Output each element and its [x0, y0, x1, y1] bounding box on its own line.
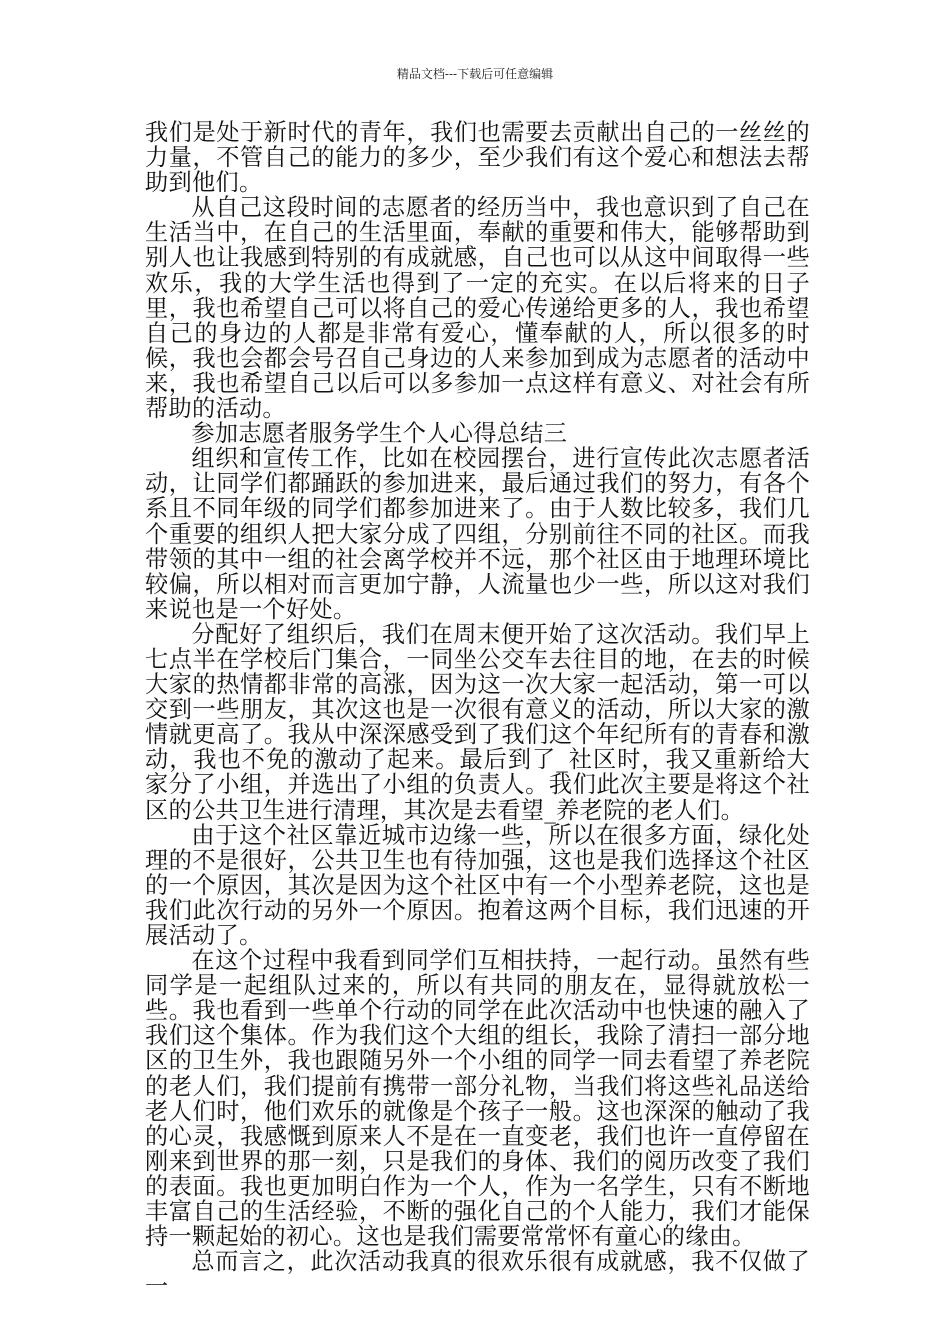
- section-heading: 参加志愿者服务学生个人心得总结三: [191, 420, 568, 448]
- paragraph-4: 分配好了组织后，我们在周末便开始了这次活动。我们早上七点半在学校后门集合，一同坐公交车去往目的地，在去的时候大家的热情都非常的高涨，因为这一次大家一起活动，第一可以交到一些朋友，其次这也是一次很有意义的活动，所以大家的激情就更高了。我从中深深感受到了我们这个年纪所有的青春和激动，我也不免的激动了起来。最后到了_社区时，我又重新给大家分了小组，并选出了小组的负责人。我们此次主要是将这个社区的公共卫生进行清理，其次是去看望_养老院的老人们。: [145, 620, 810, 824]
- paragraph-6: 在这个过程中我看到同学们互相扶持，一起行动。虽然有些同学是一起组队过来的，所以有共同的朋友在，显得就放松一些。我也看到一些单个行动的同学在此次活动中也快速的融入了我们这个集体。作为我们这个大组的组长，我除了清扫一部分地区的卫生外，我也跟随另外一个小组的同学一同去看望了养老院的老人们，我们提前有携带一部分礼物，当我们将这些礼品送给老人们时，他们欢乐的就像是个孩子一般。这也深深的触动了我的心灵，我感慨到原来人不是在一直变老，我们也许一直停留在刚来到世界的那一刻，只是我们的身体、我们的阅历改变了我们的表面。我也更加明白作为一个人，作为一名学生，只有不断地丰富自己的生活经验，不断的强化自己的个人能力，我们才能保持一颗起始的初心。这也是我们需要常常怀有童心的缘由。: [145, 947, 810, 1251]
- paragraph-3: 组织和宣传工作，比如在校园摆台，进行宣传此次志愿者活动，让同学们都踊跃的参加进来，最后通过我们的努力，有各个系且不同年级的同学们都参加进来了。由于人数比较多，我们几个重要的组织人把大家分成了四组，分别前往不同的社区。而我带领的其中一组的社会离学校并不远，那个社区由于地理环境比较偏，所以相对而言更加宁静，人流量也少一些，所以这对我们来说也是一个好处。: [145, 445, 810, 623]
- paragraph-5: 由于这个社区靠近城市边缘一些，所以在很多方面，绿化处理的不是很好，公共卫生也有待加强，这也是我们选择这个社区的一个原因，其次是因为这个社区中有一个小型养老院，这也是我们此次行动的另外一个原因。抱着这两个目标，我们迅速的开展活动了。: [145, 821, 810, 949]
- paragraph-2: 从自己这段时间的志愿者的经历当中，我也意识到了自己在生活当中，在自己的生活里面，奉献的重要和伟大，能够帮助到别人也让我感到特别的有成就感，自己也可以从这中间取得一些欢乐，我的大学生活也得到了一定的充实。在以后将来的日子里，我也希望自己可以将自己的爱心传递给更多的人，我也希望自己的身边的人都是非常有爱心，懂奉献的人，所以很多的时候，我也会都会号召自己身边的人来参加到成为志愿者的活动中来，我也希望自己以后可以多参加一点这样有意义、对社会有所帮助的活动。: [145, 194, 810, 423]
- page-header: 精品文档---下载后可任意编辑: [396, 67, 554, 81]
- paragraph-7: 总而言之，此次活动我真的很欢乐很有成就感，我不仅做了一: [145, 1248, 810, 1301]
- document-body: [145, 120, 810, 1299]
- paragraph-1: 我们是处于新时代的青年，我们也需要去贡献出自己的一丝丝的力量，不管自己的能力的多少，至少我们有这个爱心和想法去帮助到他们。: [145, 119, 810, 197]
